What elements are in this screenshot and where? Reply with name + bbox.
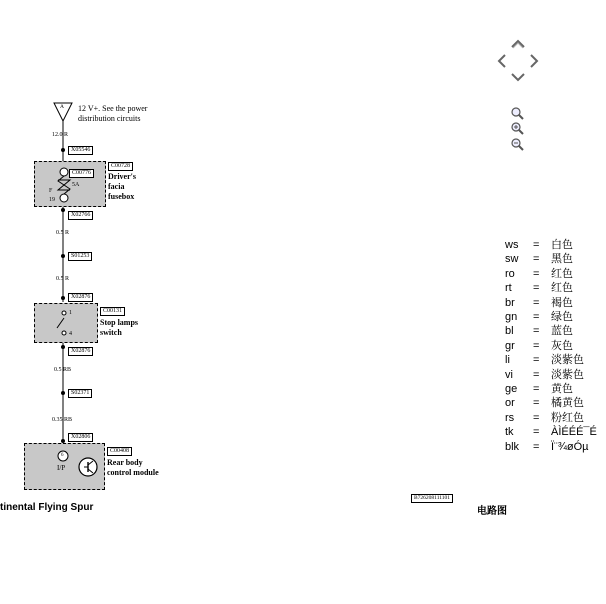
legend-row — [505, 281, 597, 295]
legend-meaning: 蓝色 — [551, 325, 573, 338]
legend-eq: = — [533, 354, 540, 367]
legend-code: bl — [505, 325, 514, 338]
legend-eq: = — [533, 440, 540, 453]
legend-meaning: 红色 — [551, 267, 573, 280]
supply-note — [78, 104, 147, 124]
legend-eq: = — [533, 325, 540, 338]
legend-eq: = — [533, 239, 540, 251]
legend-code: gn — [505, 311, 518, 324]
rear-module-name — [107, 458, 159, 478]
rear-module-code-tag: C00408 — [107, 447, 132, 456]
stop-switch-component — [34, 303, 98, 343]
wire-label-5: 0.35 RB — [52, 417, 73, 423]
legend-meaning: Ï¨¾øÓµ — [551, 440, 589, 453]
splice-dot-1 — [61, 254, 65, 258]
legend-code: sw — [505, 253, 519, 266]
legend-row — [505, 252, 597, 266]
legend-eq: = — [533, 267, 540, 280]
wire-label-3: 0.5 R — [56, 276, 70, 282]
fuse-code-tag: C00776 — [69, 169, 94, 178]
fuse-pin-number: 19 — [49, 197, 55, 203]
zoom-in-icon[interactable] — [510, 121, 524, 135]
fuse-rating: 5A — [72, 182, 80, 188]
pan-left-icon[interactable] — [497, 53, 507, 69]
legend-meaning: 褐色 — [551, 296, 573, 309]
supply-note-line1: 12 V+. See the power — [78, 104, 148, 113]
wire-label-4: 0.5 RB — [54, 367, 72, 373]
vehicle-title: tinental Flying Spur — [0, 502, 94, 513]
legend-eq: = — [533, 282, 540, 295]
rear-module-component — [24, 443, 105, 490]
legend-meaning: 黑色 — [551, 253, 573, 266]
legend-meaning: 粉红色 — [551, 411, 584, 424]
pan-right-icon[interactable] — [529, 53, 539, 69]
legend-row — [505, 353, 597, 367]
legend-meaning: 淡紫色 — [551, 368, 584, 381]
legend-meaning: 灰色 — [551, 339, 573, 352]
connector-tag-2: X02766 — [68, 211, 93, 220]
legend-row — [505, 425, 597, 439]
legend-code: rt — [505, 282, 512, 295]
legend-row — [505, 310, 597, 324]
fusebox-name-line3: fusebox — [108, 192, 135, 201]
legend-eq: = — [533, 383, 540, 396]
supply-note-line2: distribution circuits — [78, 114, 141, 123]
stop-switch-name-line1: Stop lamps — [100, 318, 139, 327]
legend-code: or — [505, 397, 515, 410]
legend-eq: = — [533, 426, 540, 439]
legend-meaning: 绿色 — [551, 311, 573, 324]
splice-tag-2: S02371 — [68, 389, 92, 398]
legend-row — [505, 411, 597, 425]
legend-eq: = — [533, 296, 540, 309]
fusebox-name-line2: facia — [108, 182, 125, 191]
legend-code: li — [505, 354, 510, 367]
pan-up-icon[interactable] — [510, 39, 526, 49]
connector-tag-5: X02806 — [68, 433, 93, 442]
legend-code: ws — [505, 239, 519, 251]
fusebox-name — [108, 172, 136, 202]
legend-code: tk — [505, 426, 514, 439]
legend-eq: = — [533, 397, 540, 410]
stop-switch-code-tag: C00131 — [100, 307, 125, 316]
legend-row — [505, 339, 597, 353]
rear-module-name-line2: control module — [107, 468, 159, 477]
module-pin-type: I/P — [57, 464, 66, 472]
splice-tag-1: S01253 — [68, 252, 92, 261]
pan-down-icon[interactable] — [510, 72, 526, 82]
module-pin-icon — [55, 450, 73, 462]
legend-row — [505, 267, 597, 281]
fusebox-component — [34, 161, 106, 207]
legend-meaning: ÀÌÉÉÉ¯É — [551, 426, 597, 439]
legend-meaning: 黄色 — [551, 383, 573, 396]
legend-eq: = — [533, 253, 540, 266]
stop-switch-name-line2: switch — [100, 328, 122, 337]
connector-tag-3: X02876 — [68, 293, 93, 302]
legend-row — [505, 396, 597, 410]
connector-tag-1: X05546 — [68, 146, 93, 155]
legend-meaning: 淡紫色 — [551, 354, 584, 367]
legend-meaning: 橘黄色 — [551, 397, 584, 410]
switch-pin-bottom: 4 — [69, 331, 72, 337]
legend-code: rs — [505, 411, 515, 424]
supply-marker: A — [60, 104, 64, 110]
legend-code: br — [505, 296, 515, 309]
zoom-fit-icon[interactable] — [510, 106, 524, 120]
transistor-icon — [77, 456, 99, 478]
legend-eq: = — [533, 368, 540, 381]
legend-row — [505, 368, 597, 382]
legend-row — [505, 238, 597, 252]
splice-dot-2 — [61, 391, 65, 395]
fuse-pin-label: F — [49, 188, 53, 194]
wire-label-2: 0.5 R — [56, 230, 70, 236]
rear-module-name-line1: Rear body — [107, 458, 143, 467]
legend-meaning: 白色 — [551, 239, 573, 251]
legend-eq: = — [533, 311, 540, 324]
diagram-label: 电路图 — [477, 506, 507, 517]
switch-symbol-icon — [53, 306, 83, 340]
legend-code: blk — [505, 440, 520, 453]
legend-meaning: 红色 — [551, 282, 573, 295]
legend-row — [505, 382, 597, 396]
wire-label-1: 12.0 R — [52, 132, 69, 138]
legend-row — [505, 324, 597, 338]
legend-code: ge — [505, 383, 518, 396]
legend-eq: = — [533, 411, 540, 424]
color-legend — [505, 238, 597, 454]
fusebox-name-line1: Driver's — [108, 172, 136, 181]
legend-code: gr — [505, 339, 515, 352]
document-id: B726208111101 — [411, 494, 453, 503]
legend-row — [505, 440, 597, 454]
legend-code: ro — [505, 267, 515, 280]
stop-switch-name — [100, 318, 138, 338]
legend-eq: = — [533, 339, 540, 352]
switch-pin-top: 1 — [69, 310, 72, 316]
zoom-out-icon[interactable] — [510, 137, 524, 151]
legend-code: vi — [505, 368, 513, 381]
fusebox-code-tag: C00728 — [108, 162, 133, 171]
connector-tag-4: X02876 — [68, 347, 93, 356]
legend-row — [505, 296, 597, 310]
module-pin-number: 6 — [61, 453, 64, 458]
